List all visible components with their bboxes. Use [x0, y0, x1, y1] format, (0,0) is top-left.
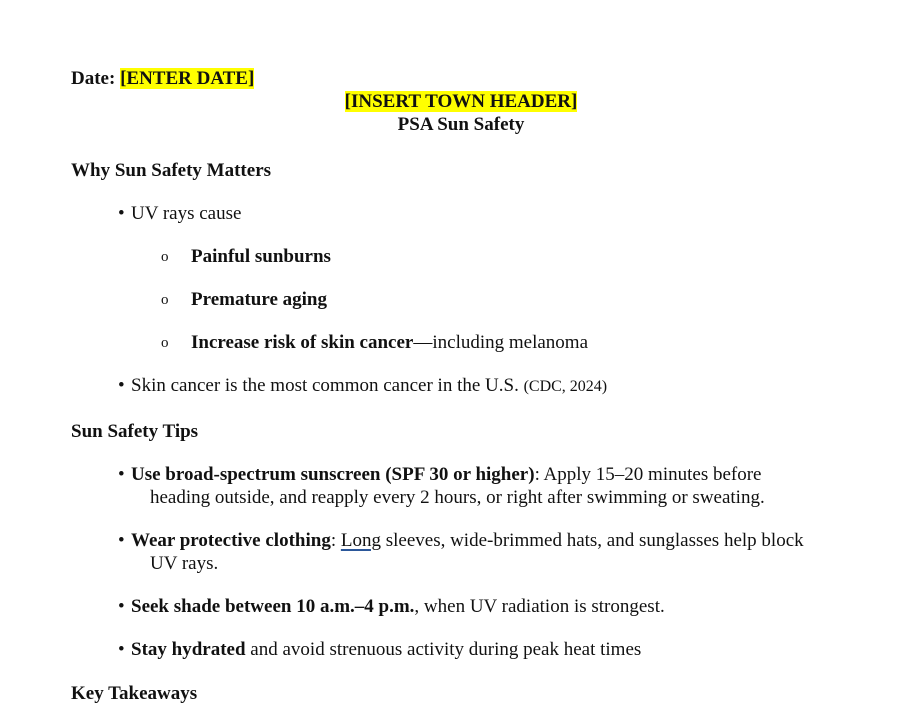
- tip-hydrated-bold: Stay hydrated: [131, 639, 246, 660]
- date-placeholder: [ENTER DATE]: [120, 68, 255, 89]
- date-label: Date:: [71, 68, 121, 89]
- document-title: PSA Sun Safety: [397, 114, 525, 135]
- section-heading-why: Why Sun Safety Matters: [71, 160, 272, 181]
- sub-bullet-glyph: o: [161, 249, 169, 265]
- tip-shade: [131, 595, 665, 618]
- tip-sunscreen-continuation: heading outside, and reapply every 2 hours, or right after swimming or sweating.: [150, 487, 765, 508]
- section-heading-tips: Sun Safety Tips: [71, 421, 199, 442]
- bullet-glyph: •: [118, 530, 125, 551]
- bullet-glyph: •: [118, 464, 125, 485]
- section-heading-takeaways: Key Takeaways: [71, 683, 198, 704]
- date-line: [71, 67, 254, 90]
- tip-sunscreen-rest: : Apply 15–20 minutes before: [534, 464, 762, 485]
- list-item-common-cancer: [131, 374, 607, 398]
- tip-shade-bold: Seek shade between 10 a.m.–4 p.m.: [131, 596, 415, 617]
- sub-item-sunburns: Painful sunburns: [191, 246, 331, 267]
- common-cancer-text: Skin cancer is the most common cancer in the U.S.: [131, 375, 524, 396]
- town-header-line: [0, 90, 916, 113]
- sub-item-skin-cancer: [191, 331, 588, 354]
- tip-clothing-bold: Wear protective clothing: [131, 530, 331, 551]
- tip-sunscreen: [131, 463, 761, 486]
- tip-hydrated-rest: and avoid strenuous activity during peak heat times: [245, 639, 642, 660]
- tip-shade-rest: , when UV radiation is strongest.: [414, 596, 665, 617]
- tip-sunscreen-bold: Use broad-spectrum sunscreen (SPF 30 or higher): [131, 464, 535, 485]
- long-link[interactable]: Long: [340, 530, 381, 551]
- bullet-glyph: •: [118, 203, 125, 224]
- tip-hydrated: [131, 638, 641, 661]
- bullet-glyph: •: [118, 375, 125, 396]
- tip-clothing-rest: sleeves, wide-brimmed hats, and sunglasses help block: [380, 530, 804, 551]
- citation: (CDC, 2024): [523, 378, 608, 395]
- bullet-glyph: •: [118, 596, 125, 617]
- sub-item-skin-cancer-bold: Increase risk of skin cancer: [191, 332, 414, 353]
- tip-clothing: [131, 529, 804, 552]
- sub-item-skin-cancer-rest: —including melanoma: [413, 332, 589, 353]
- sub-bullet-glyph: o: [161, 335, 169, 351]
- list-item-uv-rays: UV rays cause: [131, 203, 242, 224]
- town-header-placeholder: [INSERT TOWN HEADER]: [344, 91, 578, 112]
- tip-clothing-continuation: UV rays.: [150, 553, 219, 574]
- sub-item-aging: Premature aging: [191, 289, 327, 310]
- bullet-glyph: •: [118, 639, 125, 660]
- sub-bullet-glyph: o: [161, 292, 169, 308]
- tip-clothing-colon: :: [330, 530, 341, 551]
